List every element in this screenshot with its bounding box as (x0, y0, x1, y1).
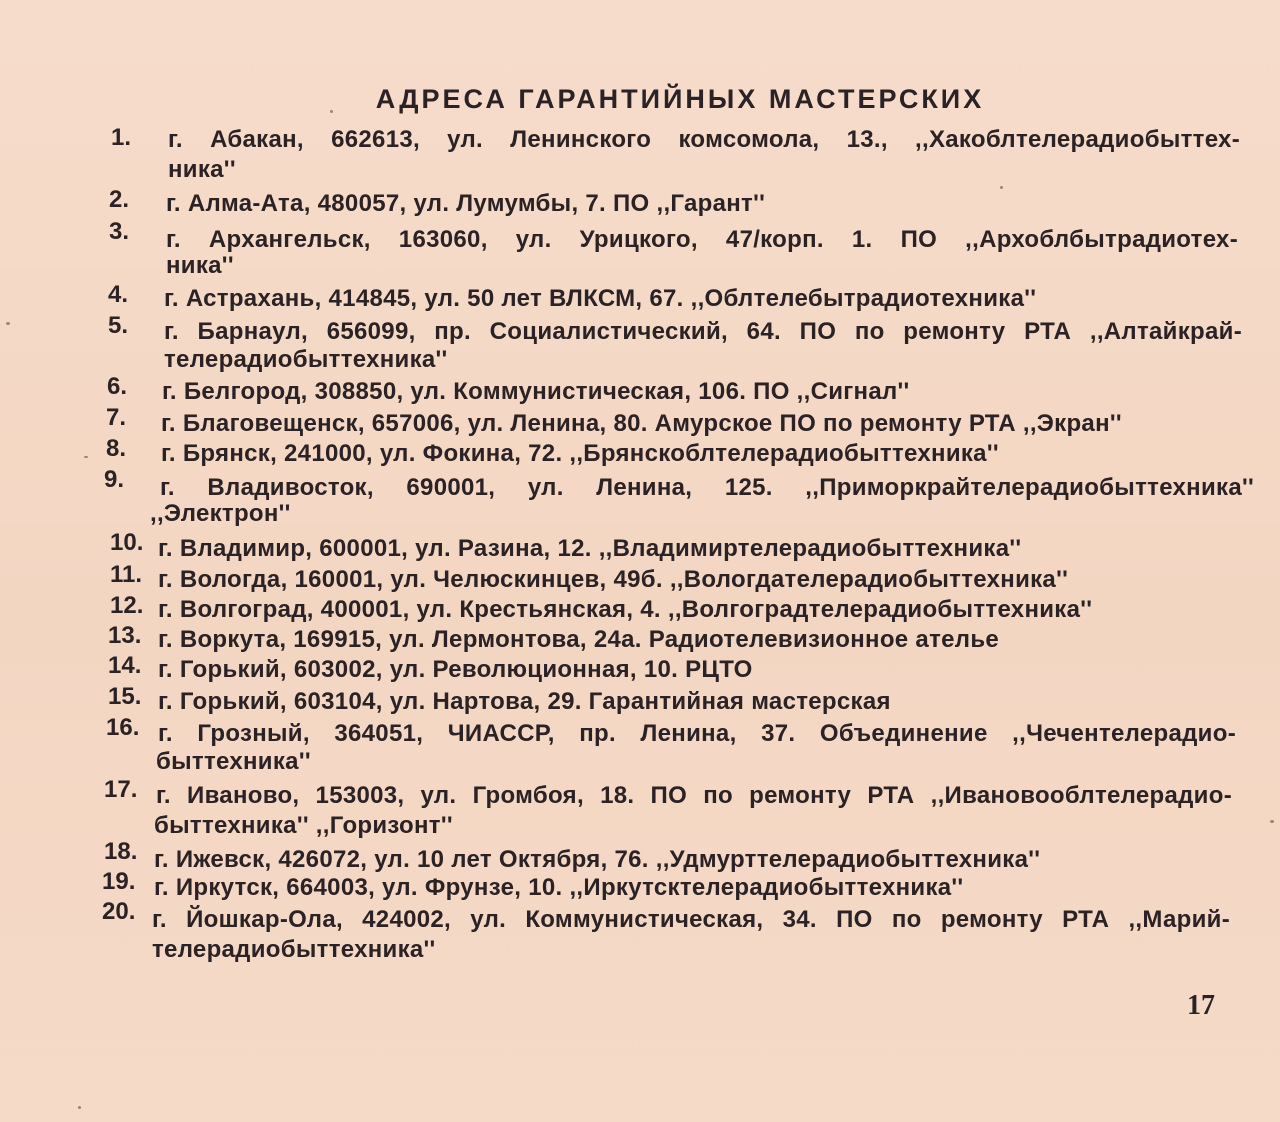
item-text-line-1: г. Владивосток, 690001, ул. Ленина, 125. ,,Приморкрайтелерадиобыттехника'' (160, 474, 1254, 501)
item-text-line-1: г. Горький, 603104, ул. Нартова, 29. Гарантийная мастерская (158, 688, 891, 715)
item-number: 17. (104, 776, 138, 803)
print-speck (78, 1106, 81, 1109)
item-number: 5. (107, 312, 128, 339)
item-text-line-2: телерадиобыттехника'' (152, 936, 436, 963)
print-speck (6, 322, 10, 325)
item-text-line-1: г. Барнаул, 656099, пр. Социалистический, 64. ПО по ремонту РТА ,,Алтайкрай- (164, 318, 1242, 345)
item-text-line-1: г. Йошкар-Ола, 424002, ул. Коммунистическая, 34. ПО по ремонту РТА ,,Марий- (152, 906, 1230, 933)
item-text-line-2: быттехника'' ,,Горизонт'' (154, 812, 453, 839)
item-text-line-1: г. Воркута, 169915, ул. Лермонтова, 24а. Радиотелевизионное ателье (158, 626, 1000, 653)
item-number: 12. (110, 592, 144, 619)
item-text-line-1: г. Горький, 603002, ул. Революционная, 10. РЦТО (158, 656, 753, 683)
item-text-line-2: ника'' (168, 156, 236, 183)
print-speck (1270, 820, 1274, 823)
item-number: 11. (110, 561, 143, 588)
item-text-line-1: г. Белгород, 308850, ул. Коммунистическая, 106. ПО ,,Сигнал'' (162, 378, 910, 405)
item-text-line-2: телерадиобыттехника'' (164, 346, 448, 373)
item-text-line-1: г. Владимир, 600001, ул. Разина, 12. ,,Владимиртелерадиобыттехника'' (158, 535, 1022, 562)
print-speck (84, 456, 88, 458)
item-text-line-1: г. Волгоград, 400001, ул. Крестьянская, 4. ,,Волгоградтелерадиобыттехника'' (158, 596, 1093, 623)
item-number: 20. (102, 898, 136, 925)
item-number: 7. (105, 404, 126, 431)
item-text-line-1: г. Астрахань, 414845, ул. 50 лет ВЛКСМ, 67. ,,Облтелебытрадиотехника'' (164, 285, 1037, 312)
item-text-line-2: быттехника'' (156, 748, 311, 775)
item-number: 9. (103, 466, 124, 493)
item-text-line-1: г. Абакан, 662613, ул. Ленинского комсомола, 13., ,,Хакоблтелерадиобыттех- (168, 126, 1240, 153)
print-speck (330, 110, 333, 113)
item-text-line-1: г. Алма-Ата, 480057, ул. Лумумбы, 7. ПО ,,Гарант'' (166, 190, 766, 217)
item-number: 10. (110, 529, 144, 556)
item-number: 4. (107, 281, 128, 308)
item-text-line-1: г. Грозный, 364051, ЧИАССР, пр. Ленина, 37. Объединение ,,Чечентелерадио- (158, 720, 1236, 747)
item-text-line-2: ,,Электрон'' (150, 500, 291, 527)
item-number: 2. (108, 186, 129, 213)
item-number: 3. (108, 218, 129, 245)
item-text-line-1: г. Вологда, 160001, ул. Челюскинцев, 49б. ,,Вологдателерадиобыттехника'' (158, 566, 1069, 593)
item-text-line-1: г. Брянск, 241000, ул. Фокина, 72. ,,Брянскоблтелерадиобыттехника'' (161, 440, 999, 467)
item-number: 15. (108, 683, 142, 710)
item-number: 14. (108, 652, 142, 679)
print-speck (1000, 186, 1003, 189)
item-text-line-1: г. Благовещенск, 657006, ул. Ленина, 80. Амурское ПО по ремонту РТА ,,Экран'' (161, 410, 1122, 437)
item-text-line-1: г. Архангельск, 163060, ул. Урицкого, 47/корп. 1. ПО ,,Архоблбытрадиотех- (166, 226, 1238, 253)
item-text-line-1: г. Иркутск, 664003, ул. Фрунзе, 10. ,,Иркутсктелерадиобыттехника'' (154, 874, 964, 901)
item-number: 18. (104, 838, 138, 865)
item-text-line-2: ника'' (166, 252, 234, 279)
page-number: 17 (1187, 990, 1215, 1021)
item-number: 16. (106, 714, 140, 741)
item-number: 19. (102, 868, 136, 895)
item-text-line-1: г. Иваново, 153003, ул. Громбоя, 18. ПО по ремонту РТА ,,Ивановооблтелерадио- (156, 782, 1232, 809)
item-number: 1. (110, 124, 131, 151)
item-text-line-1: г. Ижевск, 426072, ул. 10 лет Октября, 76. ,,Удмурттелерадиобыттехника'' (154, 846, 1041, 873)
item-number: 6. (106, 373, 127, 400)
item-number: 8. (105, 435, 126, 462)
item-number: 13. (108, 622, 142, 649)
page-title: АДРЕСА ГАРАНТИЙНЫХ МАСТЕРСКИХ (375, 84, 985, 114)
